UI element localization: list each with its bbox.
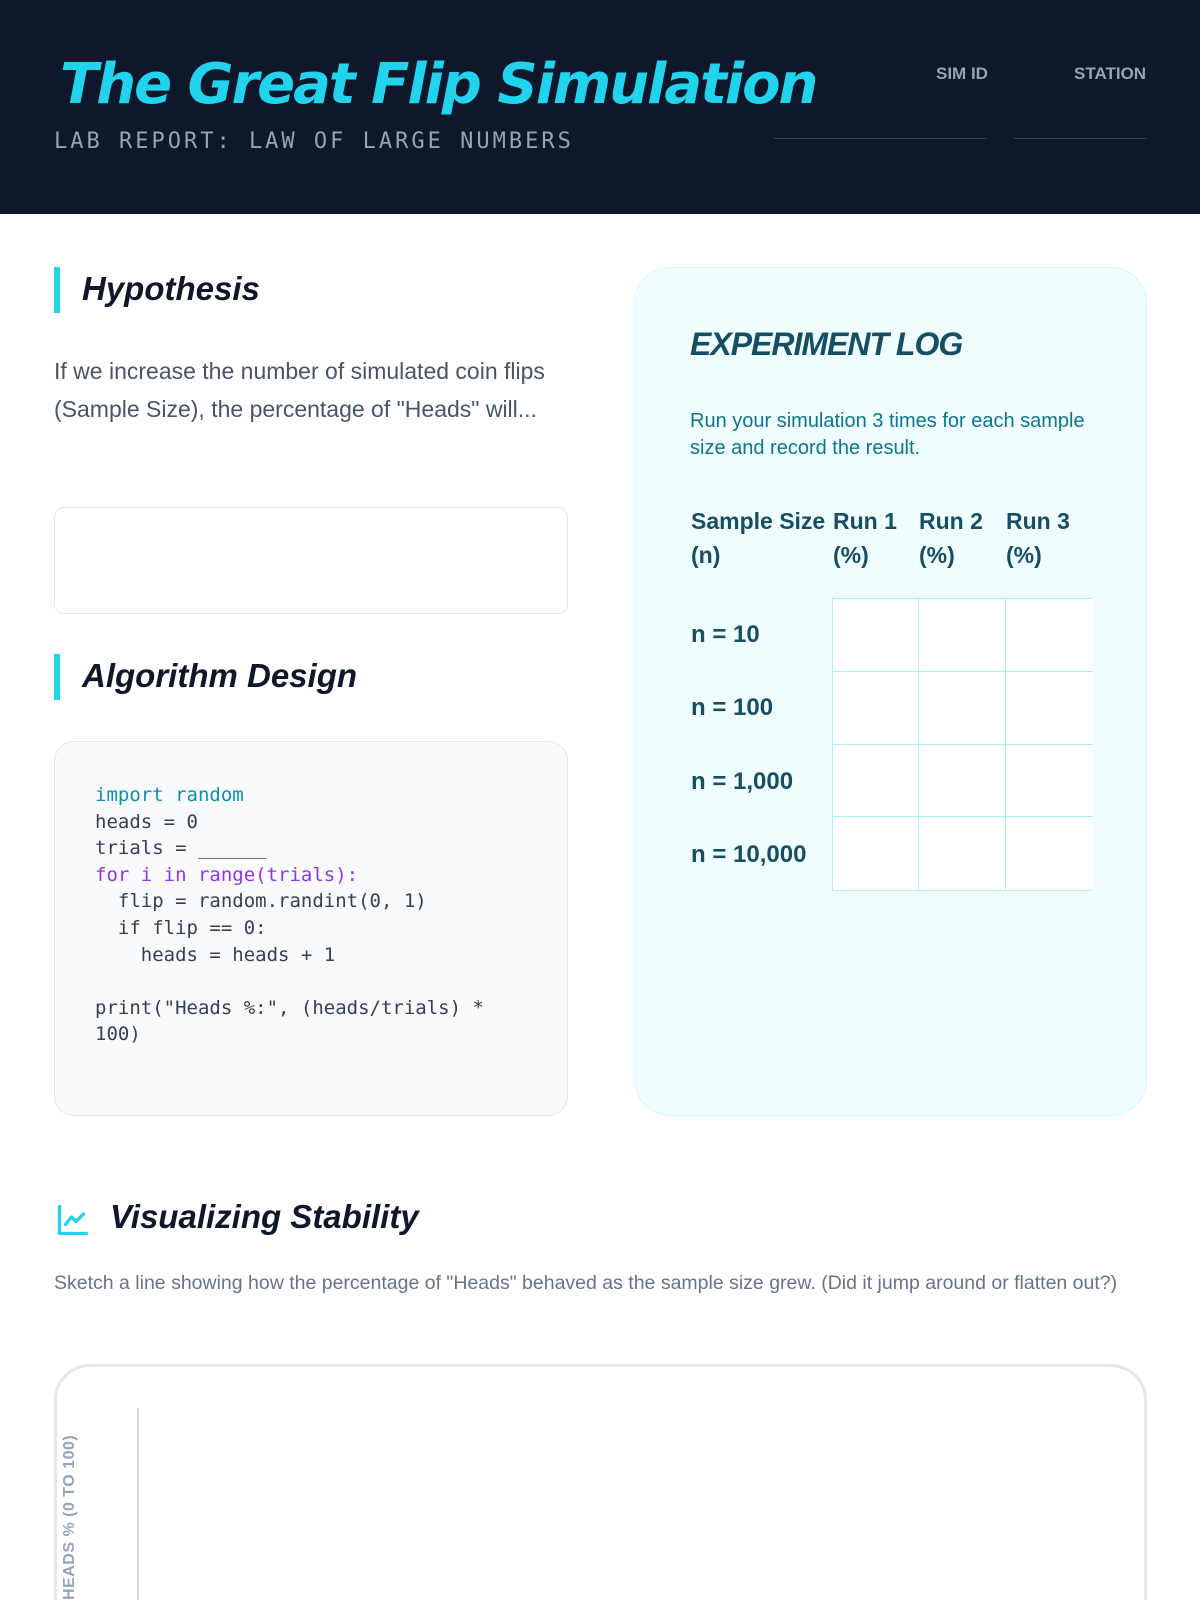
result-cell[interactable] (1006, 599, 1093, 672)
station-field[interactable] (1014, 138, 1147, 139)
experiment-log-title: EXPERIMENT LOG (690, 326, 963, 362)
row-label-n1000: n = 1,000 (691, 768, 794, 795)
hypothesis-heading: Hypothesis (82, 270, 260, 307)
result-cell[interactable] (919, 745, 1006, 818)
hypothesis-accent-bar (54, 267, 60, 313)
result-cell[interactable] (919, 672, 1006, 745)
code-line (95, 968, 535, 995)
code-line: for i in range(trials): (95, 863, 359, 886)
hypothesis-prompt: If we increase the number of simulated coin flips (Sample Size), the percentage of "Heads" will... (54, 358, 545, 422)
sketch-area[interactable] (54, 1364, 1147, 1600)
code-line: heads = 0 (95, 810, 198, 833)
page-subtitle: LAB REPORT: LAW OF LARGE NUMBERS (54, 129, 574, 154)
result-cell[interactable] (919, 599, 1006, 672)
algorithm-accent-bar (54, 654, 60, 700)
row-label-n100: n = 100 (691, 694, 774, 721)
hypothesis-answer-field[interactable] (54, 507, 568, 614)
result-cell[interactable] (833, 817, 919, 890)
y-axis-label: HEADS % (0 TO 100) (61, 1434, 78, 1600)
page-title: The Great Flip Simulation (60, 52, 817, 117)
column-header-run-1: Run 1 (%) (833, 508, 897, 568)
y-axis (137, 1408, 139, 1600)
sim-id-label: SIM ID (936, 64, 988, 83)
page-header (0, 0, 1200, 214)
code-line: flip = random.randint(0, 1) (95, 890, 427, 913)
code-block (54, 741, 568, 1116)
code-line: print("Heads %:", (heads/trials) * 100) (95, 996, 496, 1046)
row-label-n10: n = 10 (691, 621, 760, 648)
result-cell[interactable] (833, 599, 919, 672)
column-header-run-3: Run 3 (%) (1006, 508, 1070, 568)
result-cell[interactable] (1006, 672, 1093, 745)
station-label: STATION (1074, 64, 1147, 83)
result-cell[interactable] (833, 745, 919, 818)
line-chart-icon (55, 1202, 91, 1238)
algorithm-heading: Algorithm Design (82, 657, 358, 694)
result-cell[interactable] (1006, 817, 1093, 890)
code-line: import random (95, 784, 244, 806)
experiment-log-card (634, 267, 1147, 1116)
experiment-log-instructions: Run your simulation 3 times for each sample size and record the result. (690, 410, 1085, 459)
code-line: if flip == 0: (95, 916, 267, 939)
results-grid (832, 598, 1092, 891)
result-cell[interactable] (1006, 745, 1093, 818)
sim-id-field[interactable] (774, 138, 987, 139)
result-cell[interactable] (919, 817, 1006, 890)
code-line: heads = heads + 1 (95, 943, 336, 966)
column-header-sample-size: Sample Size (n) (691, 508, 826, 568)
row-label-n10000: n = 10,000 (691, 841, 807, 868)
visualizing-heading: Visualizing Stability (110, 1198, 419, 1235)
visualizing-instructions: Sketch a line showing how the percentage of "Heads" behaved as the sample size grew. (Did it jump around or flatten out?) (54, 1272, 1118, 1294)
result-cell[interactable] (833, 672, 919, 745)
column-header-run-2: Run 2 (%) (919, 508, 983, 568)
code-line: trials = ______ (95, 837, 267, 860)
